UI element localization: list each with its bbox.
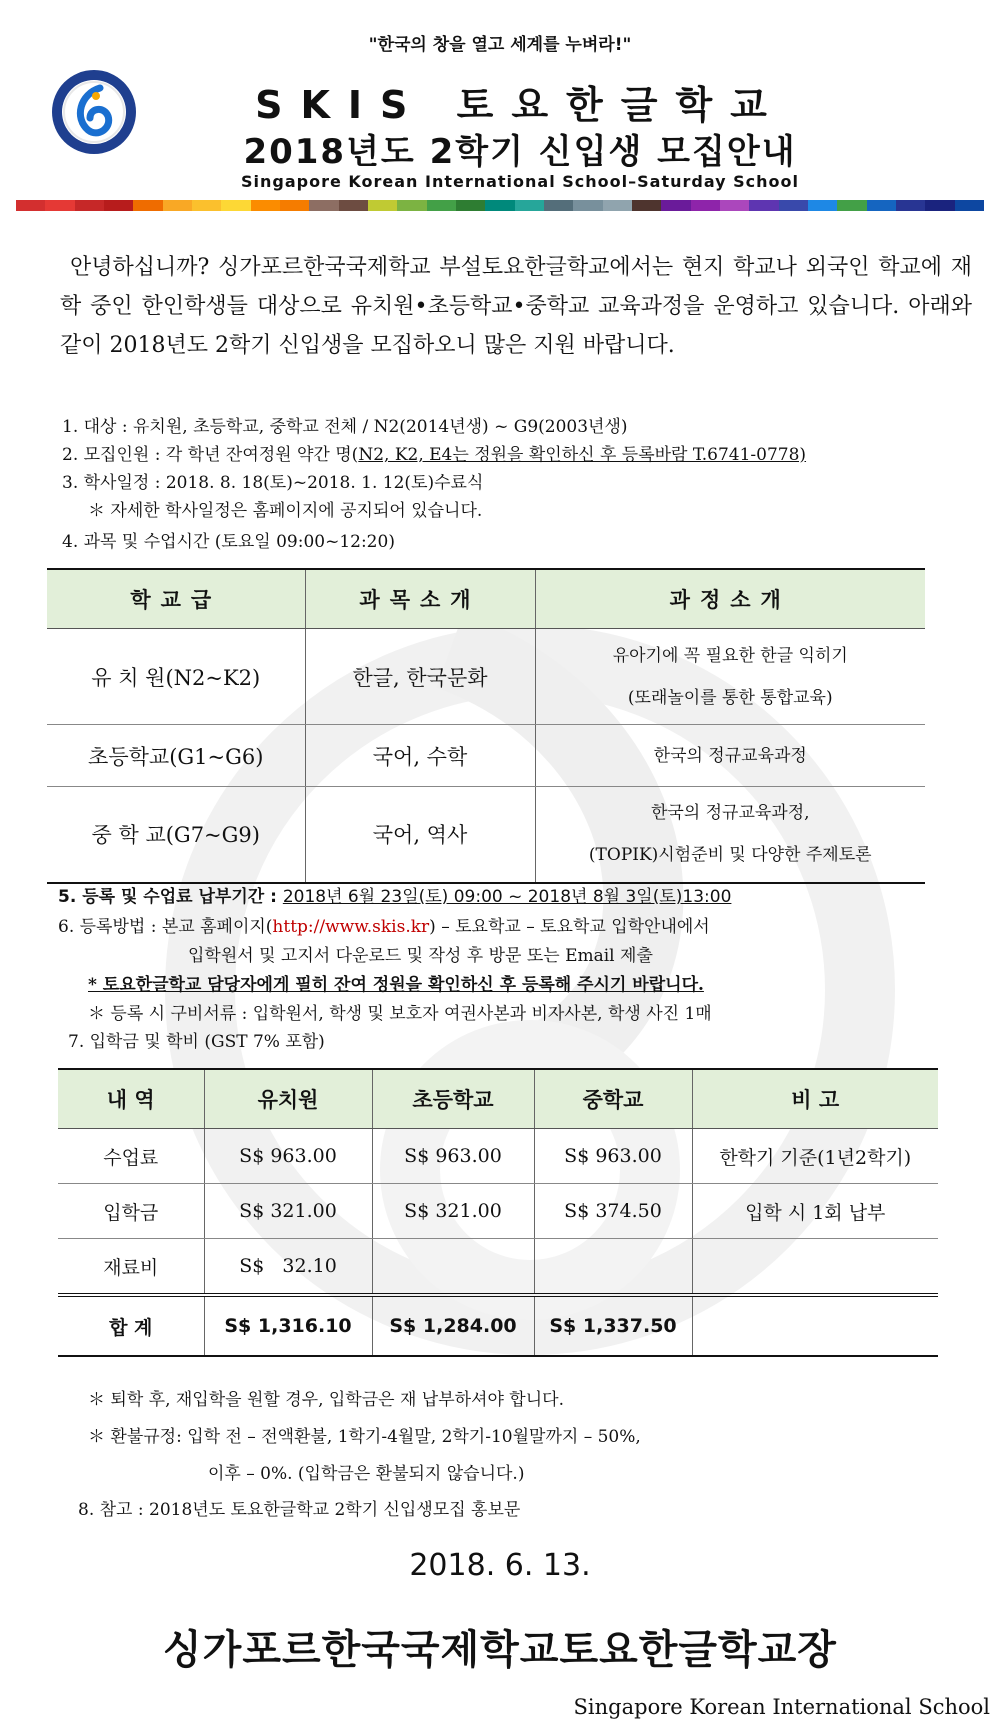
table-row [58,1184,938,1239]
fee-item: 입학금 [58,1184,204,1239]
color-stripe-segment [867,200,896,211]
color-stripe-segment [133,200,162,211]
header-item: 내 역 [58,1069,204,1129]
item-7-fees: 7. 입학금 및 학비 (GST 7% 포함) [68,1032,325,1052]
school-name-english: Singapore Korean International School [573,1695,990,1719]
course-desc: 한국의 정규교육과정 [653,745,807,766]
subjects-cell: 국어, 수학 [305,725,535,787]
color-stripe-segment [544,200,573,211]
item-6-documents: ＊ 등록 시 구비서류 : 입학원서, 학생 및 보호자 여권사본과 비자사본, 학생 사진 1매 [88,1004,712,1024]
item-8-reference: 8. 참고 : 2018년도 토요한글학교 2학기 신입생모집 홍보문 [78,1500,521,1520]
item-6-warning: * 토요한글학교 담당자에게 필히 잔여 정원을 확인하신 후 등록해 주시기 바랍니다. [88,975,704,995]
item-6-detail: 입학원서 및 고지서 다운로드 및 작성 후 방문 또는 Email 제출 [188,946,653,966]
color-stripe-segment [192,200,221,211]
item-6-method [58,912,710,937]
color-stripe-segment [749,200,778,211]
table-row [47,787,925,883]
level-cell: 초등학교(G1~G6) [47,725,305,787]
color-stripe-segment [573,200,602,211]
item-3-note: ＊ 자세한 학사일정은 홈페이지에 공지되어 있습니다. [88,501,483,521]
header-middle: 중학교 [534,1069,692,1129]
color-stripe-segment [427,200,456,211]
fee-middle [534,1239,692,1296]
color-stripe-segment [691,200,720,211]
slogan: "한국의 창을 열고 세계를 누벼라!" [368,35,632,55]
fee-table-header [58,1069,938,1129]
fee-elementary [372,1239,534,1296]
refund-policy: ＊ 환불규정: 입학 전 – 전액환불, 1학기-4월말, 2학기-10월말까지 – 50%, [88,1427,641,1447]
fee-kindergarten: S$ 32.10 [204,1239,372,1296]
item-2-contact: N2, K2, E4는 정원을 확인하신 후 등록바람 T.6741-0778) [358,445,807,465]
color-stripe-segment [720,200,749,211]
color-stripe-segment [75,200,104,211]
total-row [58,1295,938,1356]
course-desc: 한국의 정규교육과정, [650,803,810,824]
total-kindergarten: S$ 1,316.10 [204,1295,372,1356]
color-stripe-segment [661,200,690,211]
header-subjects: 과목소개 [305,569,535,629]
item-1-target: 1. 대상 : 유치원, 초등학교, 중학교 전체 / N2(2014년생) ~ G9(2003년생) [62,417,628,437]
total-label: 합 계 [58,1295,204,1356]
color-stripe-segment [515,200,544,211]
color-stripe-segment [485,200,514,211]
color-stripe-segment [251,200,280,211]
item-2-label: 2. 모집인원 : 각 학년 잔여정원 약간 명( [62,445,359,465]
color-stripe-segment [837,200,866,211]
header-level: 학교급 [47,569,305,629]
table-row [58,1239,938,1296]
fee-item: 재료비 [58,1239,204,1296]
color-stripe-segment [280,200,309,211]
total-remark [692,1295,938,1356]
fee-middle: S$ 374.50 [534,1184,692,1239]
course-table-header [47,569,925,629]
color-stripe-segment [45,200,74,211]
level-cell: 유 치 원(N2~K2) [47,629,305,725]
issue-date: 2018. 6. 13. [409,1548,591,1583]
fee-item: 수업료 [58,1129,204,1184]
fee-remark: 입학 시 1회 납부 [692,1184,938,1239]
principal-signature: 싱가포르한국국제학교토요한글학교장 [163,1626,837,1673]
header-course: 과정소개 [535,569,925,629]
header-elementary: 초등학교 [372,1069,534,1129]
color-stripe-segment [779,200,808,211]
intro-paragraph: 안녕하십니까? 싱가포르한국국제학교 부설토요한글학교에서는 현지 학교나 외국인 학교에 재학 중인 한인학생들 대상으로 유치원•초등학교•중학교 교육과정을 운영하고 있습니다. 아래와 같이 2018년도 2학기 신입생을 모집하오니 많은 지원 바랍니다. [60,255,972,358]
item-5-dates: 2018년 6월 23일(토) 09:00 ~ 2018년 8월 3일(토)13:00 [282,887,732,907]
course-desc: (TOPIK)시험준비 및 다양한 주제토론 [588,845,872,866]
subjects-cell: 국어, 역사 [305,787,535,883]
item-2-recruit [62,440,806,465]
course-cell [535,725,925,787]
header-remarks: 비 고 [692,1069,938,1129]
color-stripe-segment [339,200,368,211]
color-stripe-segment [603,200,632,211]
color-stripe [16,200,984,211]
fee-kindergarten: S$ 321.00 [204,1184,372,1239]
item-5-period [58,882,731,907]
page-title: 2018년도 2학기 신입생 모집안내 [243,132,797,172]
fee-elementary: S$ 321.00 [372,1184,534,1239]
item-3-schedule: 3. 학사일정 : 2018. 8. 18(토)~2018. 1. 12(토)수료식 [62,473,484,493]
color-stripe-segment [632,200,661,211]
level-cell: 중 학 교(G7~G9) [47,787,305,883]
fee-remark: 한학기 기준(1년2학기) [692,1129,938,1184]
fee-kindergarten: S$ 963.00 [204,1129,372,1184]
table-row [47,629,925,725]
item-4-subjects: 4. 과목 및 수업시간 (토요일 09:00~12:20) [62,532,395,552]
color-stripe-segment [456,200,485,211]
course-cell [535,629,925,725]
table-row [47,725,925,787]
color-stripe-segment [163,200,192,211]
school-name: SKIS 토요한글학교 [255,83,785,127]
fee-table [58,1068,938,1357]
readmission-note: ＊ 퇴학 후, 재입학을 원할 경우, 입학금은 재 납부하셔야 합니다. [88,1390,564,1410]
course-table [47,568,925,884]
course-cell [535,787,925,883]
item-6-path: ) – 토요학교 – 토요학교 입학안내에서 [429,917,710,937]
refund-policy-continued: 이후 – 0%. (입학금은 환불되지 않습니다.) [208,1464,525,1484]
course-desc: 유아기에 꼭 필요한 한글 익히기 [612,645,848,666]
color-stripe-segment [896,200,925,211]
color-stripe-segment [368,200,397,211]
fee-remark [692,1239,938,1296]
homepage-link[interactable]: http://www.skis.kr [272,917,430,937]
color-stripe-segment [104,200,133,211]
item-6-label: 6. 등록방법 : 본교 홈페이지( [58,917,273,937]
table-row [58,1129,938,1184]
color-stripe-segment [808,200,837,211]
item-5-label: 5. 등록 및 수업료 납부기간 : [58,887,283,907]
english-subtitle: Singapore Korean International School–Saturday School [240,172,800,191]
color-stripe-segment [309,200,338,211]
total-elementary: S$ 1,284.00 [372,1295,534,1356]
color-stripe-segment [221,200,250,211]
fee-elementary: S$ 963.00 [372,1129,534,1184]
color-stripe-segment [16,200,45,211]
color-stripe-segment [397,200,426,211]
color-stripe-segment [925,200,954,211]
total-middle: S$ 1,337.50 [534,1295,692,1356]
color-stripe-segment [955,200,984,211]
course-desc: (또래놀이를 통한 통합교육) [627,687,833,708]
header-kindergarten: 유치원 [204,1069,372,1129]
subjects-cell: 한글, 한국문화 [305,629,535,725]
fee-middle: S$ 963.00 [534,1129,692,1184]
